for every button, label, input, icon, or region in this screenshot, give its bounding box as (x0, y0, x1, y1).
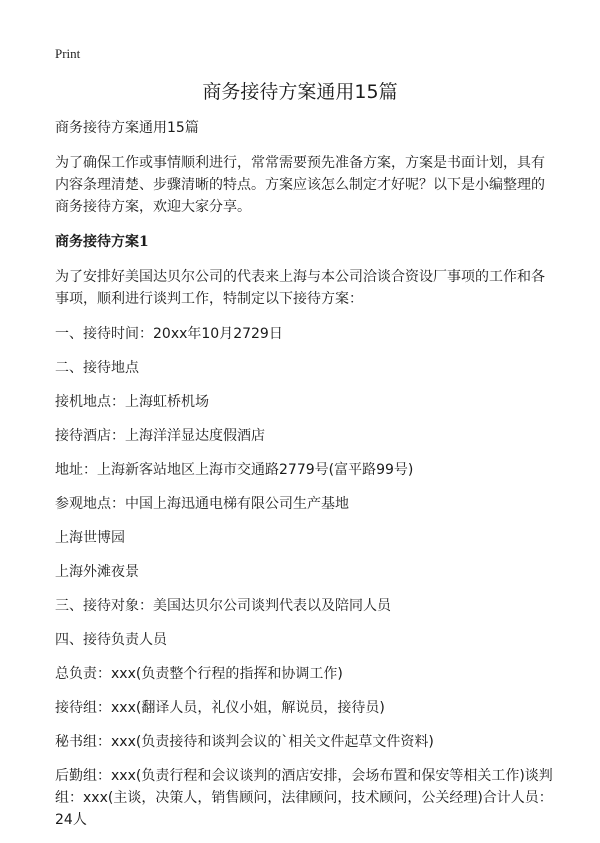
page-title: 商务接待方案通用15篇 (202, 81, 398, 103)
section-heading: 商务接待方案1 (55, 234, 149, 250)
paragraph: 上海世博园 (55, 530, 125, 546)
print-link[interactable]: Print (55, 46, 81, 61)
document-body (55, 117, 555, 843)
paragraph: 接待组：xxx(翻译人员，礼仪小姐，解说员，接待员) (55, 700, 385, 716)
paragraph: 总负责：xxx(负责整个行程的指挥和协调工作) (55, 666, 343, 682)
paragraph: 接待酒店：上海洋洋显达度假酒店 (55, 428, 265, 444)
paragraph: 二、接待地点 (55, 360, 139, 376)
paragraph: 上海外滩夜景 (55, 564, 139, 580)
paragraph: 地址：上海新客站地区上海市交通路2779号(富平路99号) (55, 462, 414, 478)
document-subtitle: 商务接待方案通用15篇 (55, 120, 199, 136)
paragraph: 接机地点：上海虹桥机场 (55, 394, 209, 410)
paragraph: 后勤组：xxx(负责行程和会议谈判的酒店安排，会场布置和保安等相关工作)谈判组：xxx(主谈，决策人，销售顾问，法律顾问，技术顾问，公关经理)合计人员：24人 (55, 768, 553, 828)
intro-paragraph: 为了确保工作或事情顺利进行，常常需要预先准备方案，方案是书面计划，具有内容条理清楚、步骤清晰的特点。方案应该怎么制定才好呢？以下是小编整理的商务接待方案，欢迎大家分享。 (55, 155, 545, 215)
paragraph: 一、接待时间：20xx年10月2729日 (55, 326, 283, 342)
paragraph: 秘书组：xxx(负责接待和谈判会议的`相关文件起草文件资料) (55, 734, 434, 750)
paragraph: 四、接待负责人员 (55, 632, 167, 648)
paragraph: 三、接待对象：美国达贝尔公司谈判代表以及陪同人员 (55, 598, 391, 614)
paragraph: 参观地点：中国上海迅通电梯有限公司生产基地 (55, 496, 349, 512)
paragraph: 为了安排好美国达贝尔公司的代表来上海与本公司洽谈合资设厂事项的工作和各事项，顺利进行谈判工作，特制定以下接待方案： (55, 269, 545, 307)
